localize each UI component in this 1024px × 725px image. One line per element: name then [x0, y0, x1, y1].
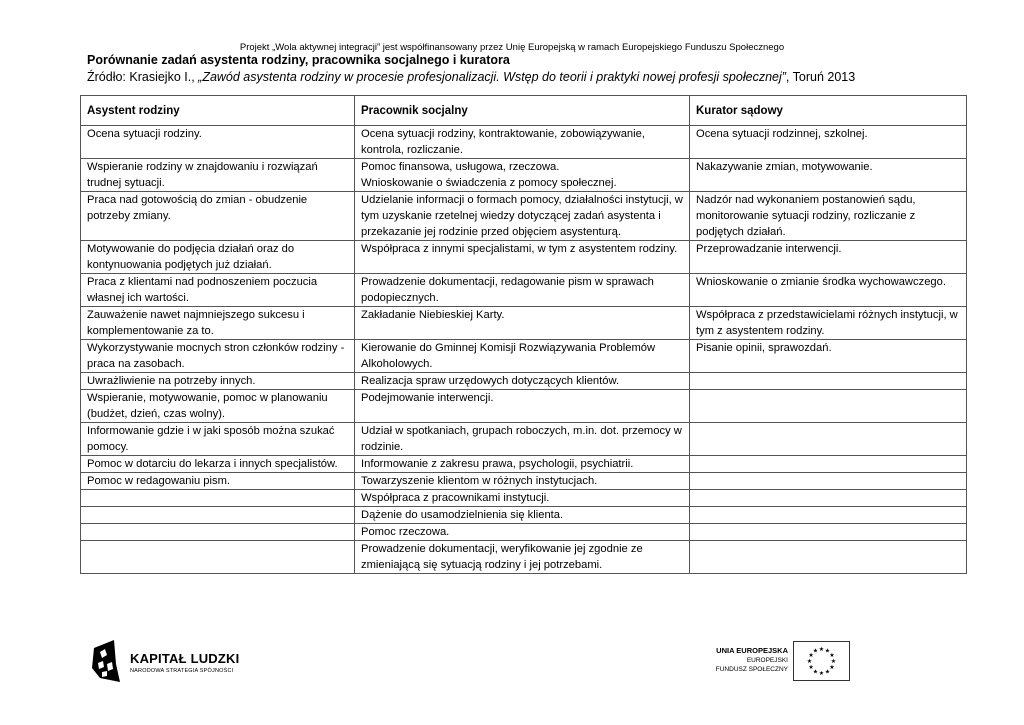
table-row — [81, 390, 967, 423]
eu-logo-line1: UNIA EUROPEJSKA — [716, 646, 788, 655]
source-prefix: Źródło: Krasiejko I., — [87, 70, 199, 84]
court-officer-task: Współpraca z przedstawicielami różnych instytucji, w tym z asystentem rodziny. — [690, 307, 967, 340]
court-officer-task: Pisanie opinii, sprawozdań. — [690, 340, 967, 373]
eu-star-icon: ★ — [812, 647, 819, 655]
table-row — [81, 373, 967, 390]
family-assistant-task — [81, 490, 355, 507]
eu-flag-icon — [793, 641, 850, 681]
family-assistant-task: Wykorzystywanie mocnych stron członków rodziny - praca na zasobach. — [81, 340, 355, 373]
social-worker-task: Pomoc finansowa, usługowa, rzeczowa. Wnioskowanie o świadczenia z pomocy społecznej. — [355, 159, 690, 192]
family-assistant-task — [81, 524, 355, 541]
source-suffix: , Toruń 2013 — [785, 70, 856, 84]
social-worker-task: Podejmowanie interwencji. — [355, 390, 690, 423]
court-officer-task — [690, 473, 967, 490]
table-row — [81, 159, 967, 192]
column-header-court-officer: Kurator sądowy — [690, 96, 967, 126]
court-officer-task: Wnioskowanie o zmianie środka wychowawczego. — [690, 274, 967, 307]
kapital-ludzki-emblem-icon — [90, 638, 124, 684]
court-officer-task — [690, 524, 967, 541]
social-worker-task: Pomoc rzeczowa. — [355, 524, 690, 541]
social-worker-task: Współpraca z innymi specjalistami, w tym z asystentem rodziny. — [355, 241, 690, 274]
family-assistant-task: Zauważenie nawet najmniejszego sukcesu i komplementowanie za to. — [81, 307, 355, 340]
court-officer-task — [690, 456, 967, 473]
kapital-ludzki-subtitle: NARODOWA STRATEGIA SPÓJNOŚCI — [130, 668, 234, 674]
social-worker-task: Zakładanie Niebieskiej Karty. — [355, 307, 690, 340]
eu-star-icon: ★ — [808, 664, 814, 671]
source-citation — [87, 70, 855, 84]
table-row — [81, 192, 967, 241]
column-header-family-assistant: Asystent rodziny — [81, 96, 355, 126]
eu-star-icon: ★ — [824, 647, 831, 655]
kapital-ludzki-title: KAPITAŁ LUDZKI — [130, 651, 240, 666]
family-assistant-task: Praca nad gotowością do zmian - obudzenie potrzeby zmiany. — [81, 192, 355, 241]
eu-star-icon: ★ — [806, 658, 813, 665]
court-officer-task: Ocena sytuacji rodzinnej, szkolnej. — [690, 126, 967, 159]
table-row — [81, 423, 967, 456]
eu-star-icon: ★ — [829, 652, 835, 659]
table-row — [81, 473, 967, 490]
social-worker-task: Prowadzenie dokumentacji, weryfikowanie jej zgodnie ze zmieniającą się sytuacją rodziny i jej potrzebami. — [355, 541, 690, 574]
family-assistant-task: Ocena sytuacji rodziny. — [81, 126, 355, 159]
table-row — [81, 126, 967, 159]
family-assistant-task: Informowanie gdzie i w jaki sposób można szukać pomocy. — [81, 423, 355, 456]
court-officer-task — [690, 390, 967, 423]
court-officer-task: Przeprowadzanie interwencji. — [690, 241, 967, 274]
court-officer-task — [690, 423, 967, 456]
comparison-table — [80, 95, 967, 574]
social-worker-task: Dążenie do usamodzielnienia się klienta. — [355, 507, 690, 524]
table-row — [81, 490, 967, 507]
column-header-social-worker: Pracownik socjalny — [355, 96, 690, 126]
social-worker-task: Realizacja spraw urzędowych dotyczących klientów. — [355, 373, 690, 390]
family-assistant-task — [81, 507, 355, 524]
table-row — [81, 307, 967, 340]
social-worker-task: Ocena sytuacji rodziny, kontraktowanie, zobowiązywanie, kontrola, rozliczanie. — [355, 126, 690, 159]
court-officer-task — [690, 490, 967, 507]
social-worker-task: Informowanie z zakresu prawa, psychologii, psychiatrii. — [355, 456, 690, 473]
table-row — [81, 340, 967, 373]
eu-star-icon: ★ — [812, 668, 819, 676]
table-row — [81, 524, 967, 541]
family-assistant-task: Pomoc w redagowaniu pism. — [81, 473, 355, 490]
eu-stars-icon — [794, 642, 849, 680]
eu-star-icon: ★ — [808, 652, 814, 659]
social-worker-task: Współpraca z pracownikami instytucji. — [355, 490, 690, 507]
court-officer-task — [690, 373, 967, 390]
social-worker-task: Kierowanie do Gminnej Komisji Rozwiązywania Problemów Alkoholowych. — [355, 340, 690, 373]
court-officer-task — [690, 541, 967, 574]
table-row — [81, 274, 967, 307]
kapital-ludzki-logo — [90, 638, 260, 686]
table-body — [81, 126, 967, 574]
table-row — [81, 456, 967, 473]
court-officer-task: Nadzór nad wykonaniem postanowień sądu, monitorowanie sytuacji rodziny, rozliczanie z podjętych działań. — [690, 192, 967, 241]
family-assistant-task: Uwrażliwienie na potrzeby innych. — [81, 373, 355, 390]
court-officer-task — [690, 507, 967, 524]
table-row — [81, 541, 967, 574]
family-assistant-task: Wspieranie, motywowanie, pomoc w planowaniu (budżet, dzień, czas wolny). — [81, 390, 355, 423]
table-header-row — [81, 96, 967, 126]
eu-star-icon: ★ — [818, 670, 825, 677]
family-assistant-task: Wspieranie rodziny w znajdowaniu i rozwiązań trudnej sytuacji. — [81, 159, 355, 192]
eu-star-icon: ★ — [818, 646, 825, 653]
eu-star-icon: ★ — [824, 668, 831, 676]
social-worker-task: Udzielanie informacji o formach pomocy, działalności instytucji, w tym uzyskanie rzetelnej wiedzy dotyczącej zadań asystenta i przekazanie jej rodzinie przed objęciem asystenturą. — [355, 192, 690, 241]
family-assistant-task: Motywowanie do podjęcia działań oraz do kontynuowania podjętych już działań. — [81, 241, 355, 274]
project-funding-note: Projekt „Wola aktywnej integracji” jest współfinansowany przez Unię Europejską w ramach Europejskiego Funduszu Społecznego — [239, 42, 785, 53]
source-work-title: „Zawód asystenta rodziny w procesie profesjonalizacji. Wstęp do teorii i praktyki nowej profesji społecznej” — [198, 70, 786, 84]
eu-logo-line3: FUNDUSZ SPOŁECZNY — [715, 666, 788, 673]
eu-logo-line2: EUROPEJSKI — [746, 657, 788, 664]
eu-star-icon: ★ — [829, 664, 835, 671]
table-row — [81, 241, 967, 274]
eu-star-icon: ★ — [830, 658, 837, 665]
document-title: Porównanie zadań asystenta rodziny, pracownika socjalnego i kuratora — [87, 53, 510, 67]
social-worker-task: Udział w spotkaniach, grupach roboczych, m.in. dot. przemocy w rodzinie. — [355, 423, 690, 456]
family-assistant-task: Pomoc w dotarciu do lekarza i innych specjalistów. — [81, 456, 355, 473]
family-assistant-task — [81, 541, 355, 574]
social-worker-task: Prowadzenie dokumentacji, redagowanie pism w sprawach podopiecznych. — [355, 274, 690, 307]
social-worker-task: Towarzyszenie klientom w różnych instytucjach. — [355, 473, 690, 490]
family-assistant-task: Praca z klientami nad podnoszeniem poczucia własnej ich wartości. — [81, 274, 355, 307]
table-row — [81, 507, 967, 524]
court-officer-task: Nakazywanie zmian, motywowanie. — [690, 159, 967, 192]
eu-social-fund-logo — [710, 641, 850, 681]
